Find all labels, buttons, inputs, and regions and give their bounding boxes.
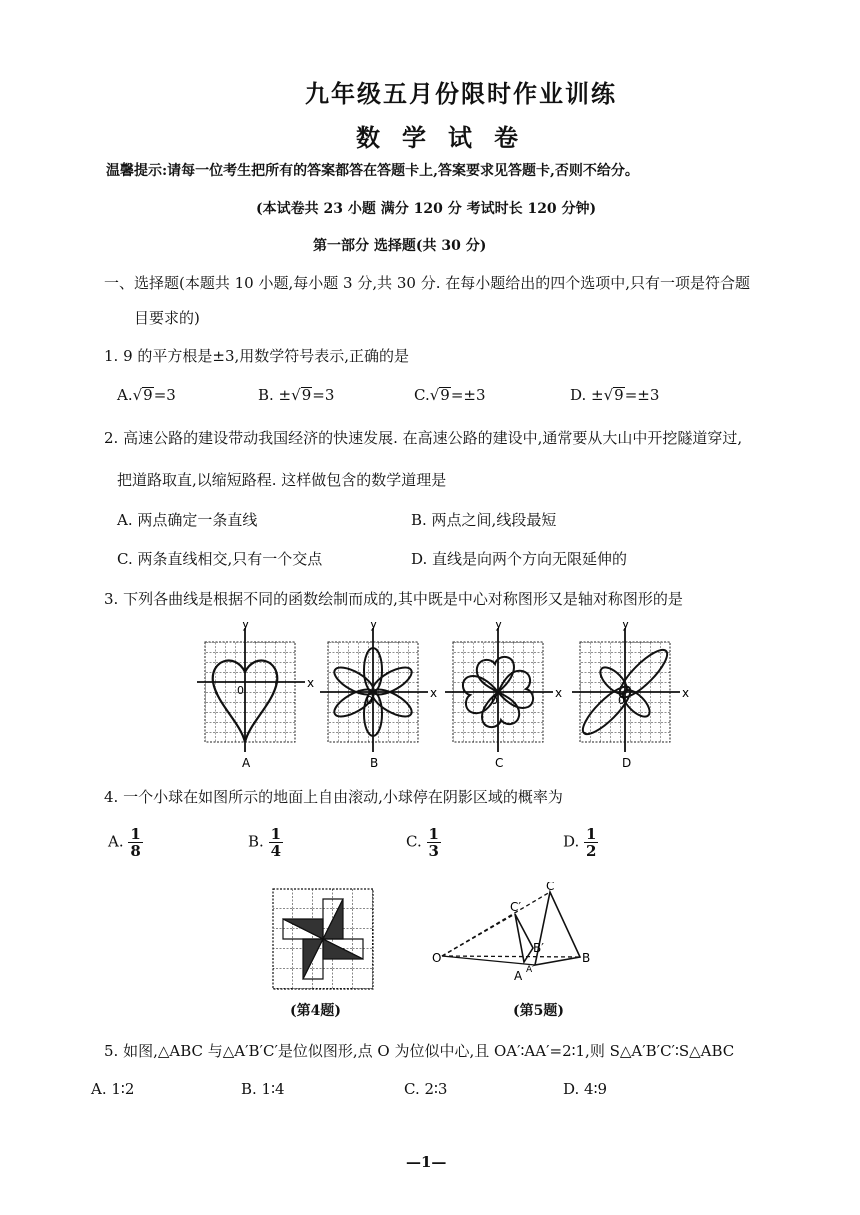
q5-option-d: D. 4∶9 bbox=[563, 1080, 608, 1098]
q3-figures bbox=[180, 622, 700, 772]
q3-b-y-label: y bbox=[370, 622, 378, 631]
q2-option-c: C. 两条直线相交,只有一个交点 bbox=[117, 550, 323, 568]
q4-figure-caption: (第4题) bbox=[290, 1003, 341, 1019]
exam-subtitle: 数学试卷 bbox=[356, 123, 540, 152]
q1-option-c: C.√9=±3 bbox=[414, 386, 486, 404]
page-number: —1— bbox=[406, 1153, 447, 1171]
q3-b-x-label: x bbox=[430, 686, 438, 700]
q4-option-b: B. $\frac{1}{4}$ bbox=[248, 825, 282, 860]
section-heading-line2: 目要求的) bbox=[134, 309, 200, 327]
q3-label-a: A bbox=[242, 756, 251, 770]
q1-stem: 1. 9 的平方根是±3,用数学符号表示,正确的是 bbox=[104, 347, 410, 365]
q3-figure-c bbox=[445, 622, 562, 770]
q5-point-o: O bbox=[432, 951, 442, 965]
q3-c-y-label: y bbox=[495, 622, 503, 631]
q5-point-a-prime: A′ bbox=[526, 965, 535, 975]
q4-option-c: C. $\frac{1}{3}$ bbox=[406, 825, 439, 860]
q1-option-d: D. ±√9=±3 bbox=[570, 386, 660, 404]
q5-option-b: B. 1∶4 bbox=[241, 1080, 285, 1098]
q3-figure-d bbox=[572, 622, 689, 770]
q3-label-d: D bbox=[622, 756, 632, 770]
q5-option-a: A. 1∶2 bbox=[91, 1080, 135, 1098]
q2-stem-line1: 2. 高速公路的建设带动我国经济的快速发展. 在高速公路的建设中,通常要从大山中开挖隧道穿过, bbox=[104, 429, 743, 447]
q3-d-x-label: x bbox=[682, 686, 690, 700]
q3-a-x-label: x bbox=[307, 676, 315, 690]
q2-stem-line2: 把道路取直,以缩短路程. 这样做包含的数学道理是 bbox=[117, 471, 447, 489]
q3-a-origin: 0 bbox=[237, 684, 244, 697]
notice: 温馨提示:请每一位考生把所有的答案都答在答题卡上,答案要求见答题卡,否则不给分。 bbox=[106, 163, 639, 179]
q3-a-y-label: y bbox=[242, 622, 250, 631]
exam-title: 九年级五月份限时作业训练 bbox=[305, 79, 617, 108]
q3-stem: 3. 下列各曲线是根据不同的函数绘制而成的,其中既是中心对称图形又是轴对称图形的是 bbox=[104, 590, 683, 608]
q5-point-a: A bbox=[514, 969, 523, 983]
q3-c-origin: 0 bbox=[491, 694, 498, 707]
q4-figure bbox=[272, 888, 374, 990]
q2-option-b: B. 两点之间,线段最短 bbox=[411, 511, 557, 529]
q3-d-y-label: y bbox=[622, 622, 630, 631]
q5-point-c-prime: C′ bbox=[510, 900, 522, 914]
q4-stem: 4. 一个小球在如图所示的地面上自由滚动,小球停在阴影区域的概率为 bbox=[104, 788, 563, 806]
q2-option-a: A. 两点确定一条直线 bbox=[117, 511, 258, 529]
q5-option-c: C. 2∶3 bbox=[404, 1080, 448, 1098]
q3-figure-b bbox=[320, 622, 437, 770]
q2-option-d: D. 直线是向两个方向无限延伸的 bbox=[411, 550, 628, 568]
q5-point-b-prime: B′ bbox=[533, 941, 544, 955]
q5-stem: 5. 如图,△ABC 与△A′B′C′是位似图形,点 O 为位似中心,且 OA′∶AA′=2∶1,则 S△A′B′C′∶S△ABC bbox=[104, 1042, 735, 1060]
part-title: 第一部分 选择题(共 30 分) bbox=[313, 238, 487, 254]
q3-d-origin: 0 bbox=[618, 694, 625, 707]
exam-meta: (本试卷共 23 小题 满分 120 分 考试时长 120 分钟) bbox=[256, 201, 597, 217]
q3-b-origin: 0 bbox=[366, 694, 373, 707]
q1-option-a: A.√9=3 bbox=[117, 386, 176, 404]
q5-point-b: B bbox=[582, 951, 591, 965]
section-heading-line1: 一、选择题(本题共 10 小题,每小题 3 分,共 30 分. 在每小题给出的四个选项中,只有一项是符合题 bbox=[104, 274, 751, 292]
q3-label-c: C bbox=[495, 756, 504, 770]
q5-figure bbox=[430, 882, 610, 992]
q4-option-a: A. $\frac{1}{8}$ bbox=[108, 825, 141, 860]
q3-figure-a bbox=[197, 622, 314, 770]
q5-point-c: C bbox=[546, 882, 555, 893]
q5-figure-caption: (第5题) bbox=[513, 1003, 564, 1019]
q3-c-x-label: x bbox=[555, 686, 563, 700]
q3-label-b: B bbox=[370, 756, 379, 770]
q1-option-b: B. ±√9=3 bbox=[258, 386, 335, 404]
q4-option-d: D. $\frac{1}{2}$ bbox=[563, 825, 597, 860]
